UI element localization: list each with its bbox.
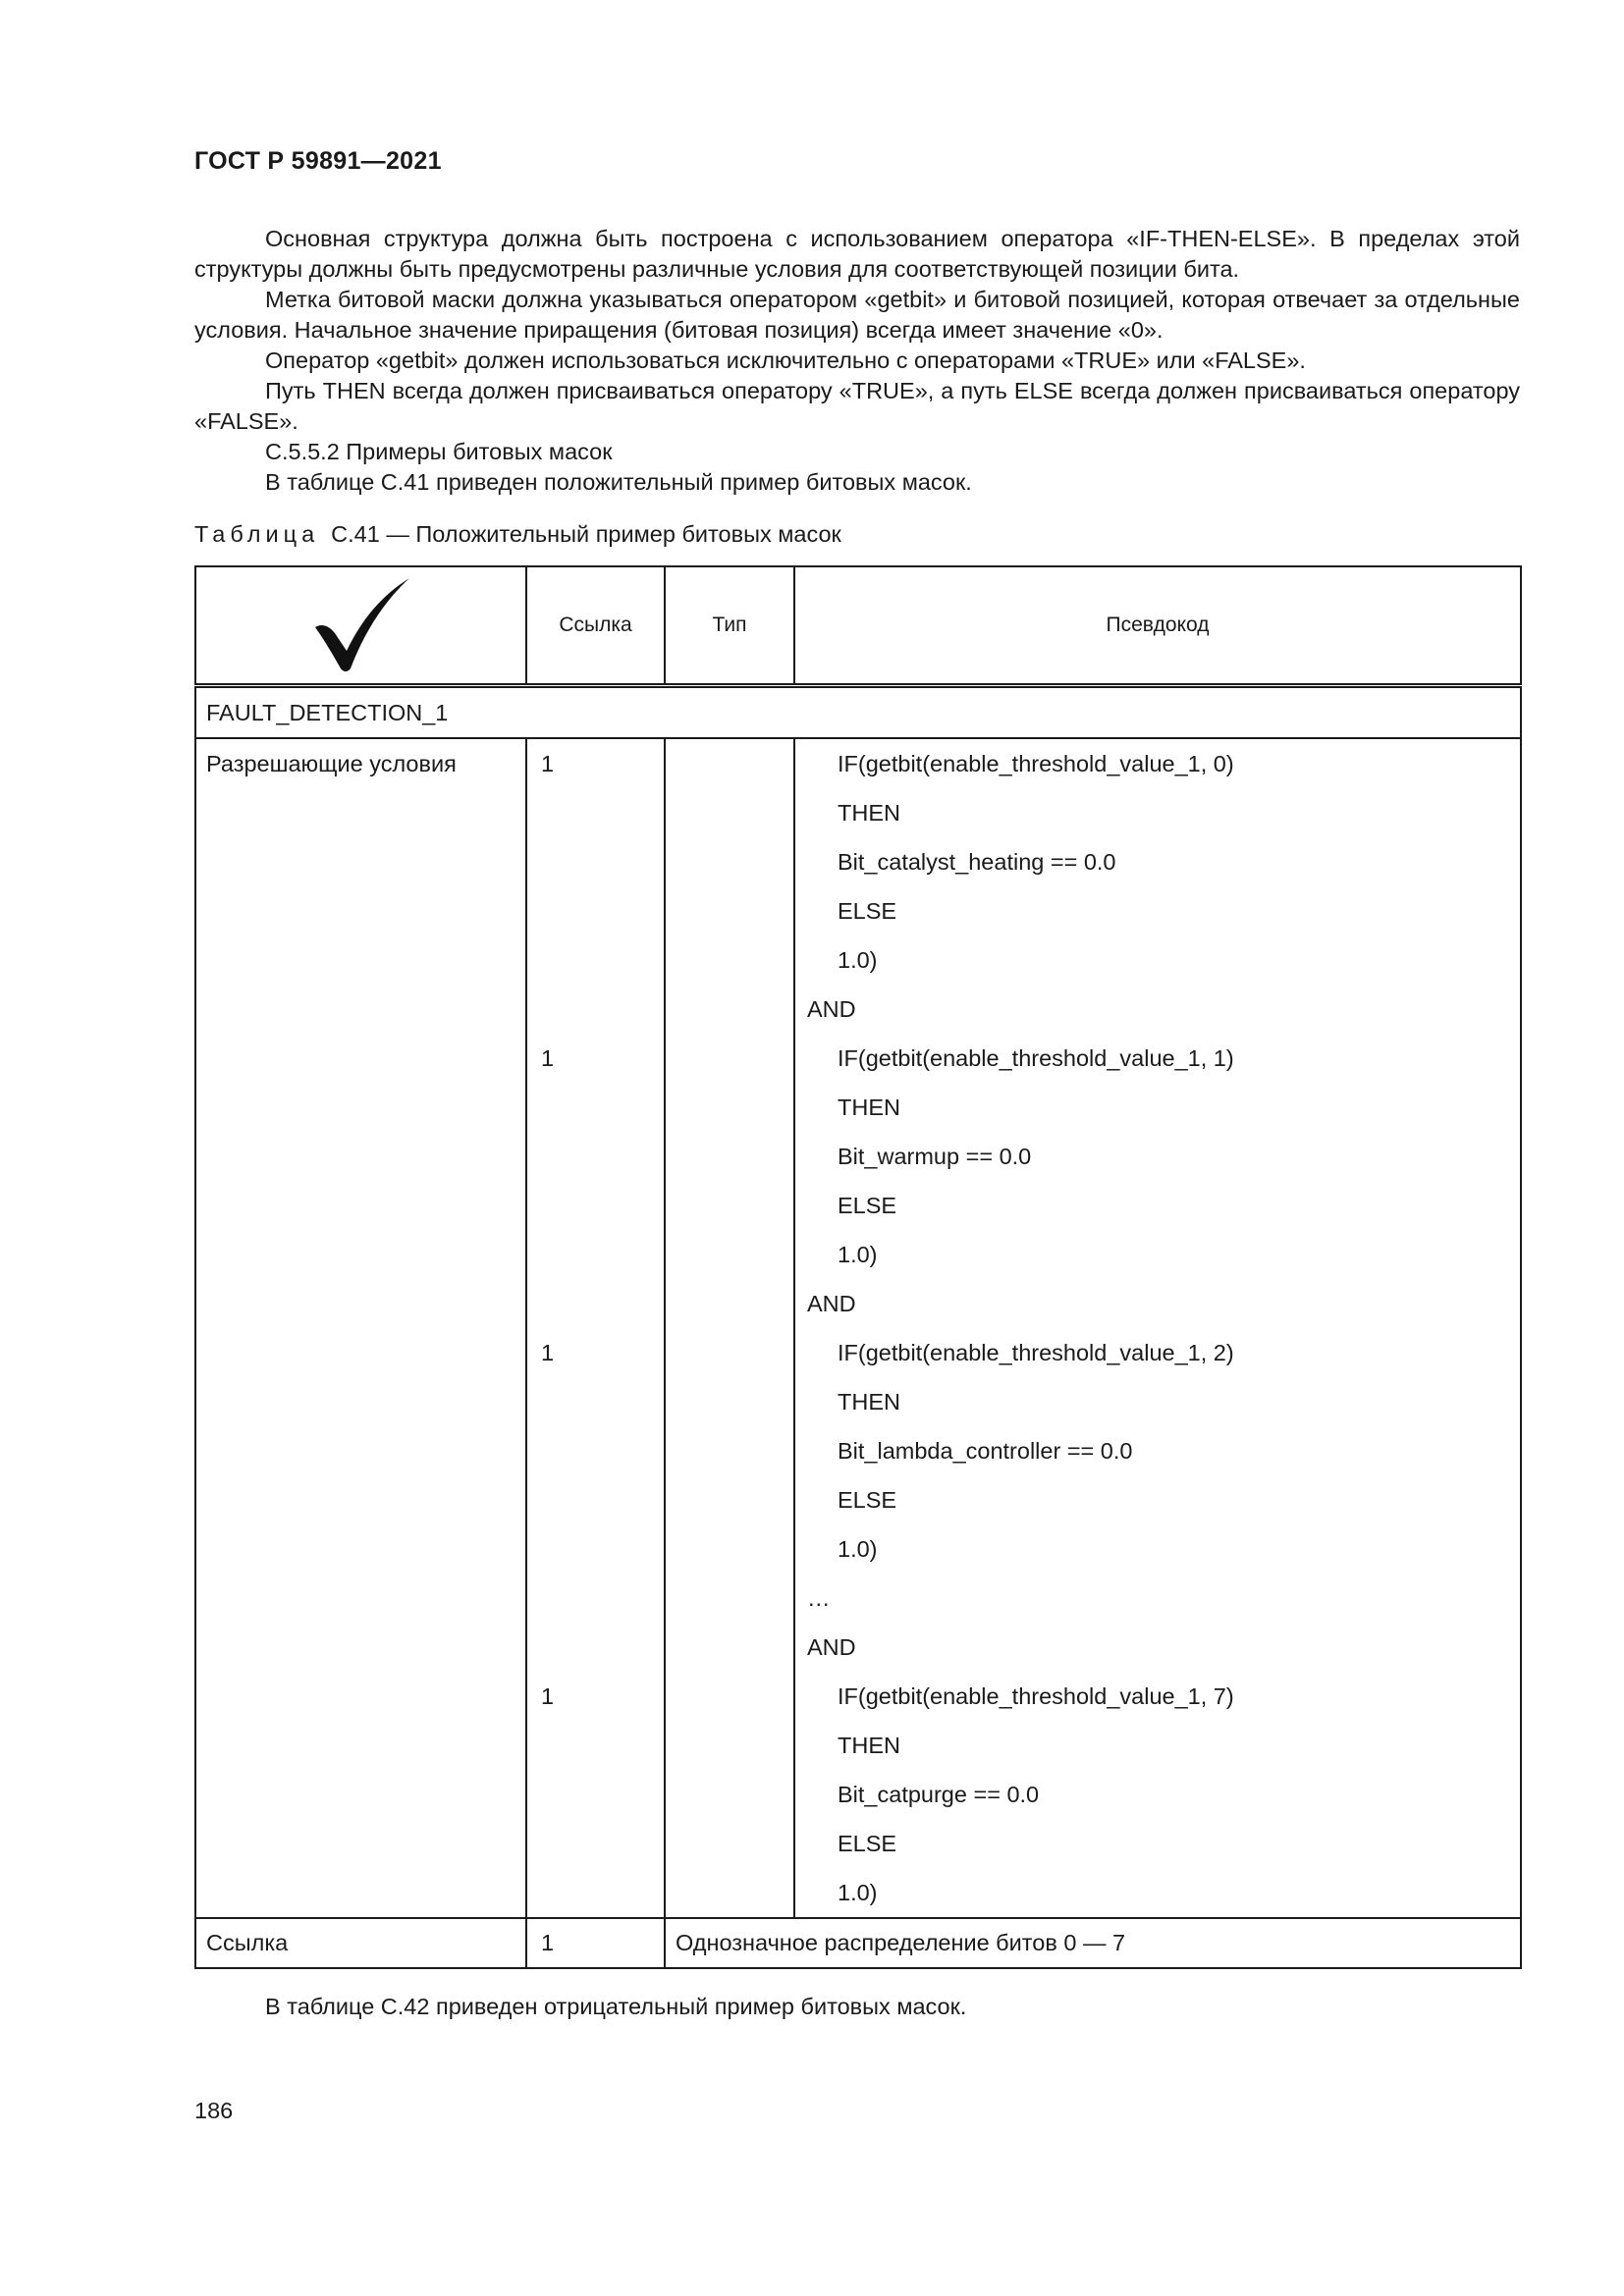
body-text — [194, 224, 1520, 498]
table-row — [195, 1819, 1521, 1868]
ref-cell — [526, 1132, 665, 1181]
condition-label-cell — [195, 1181, 526, 1230]
pseudocode-cell: 1.0) — [794, 935, 1521, 985]
ref-cell — [526, 1819, 665, 1868]
ref-cell — [526, 1426, 665, 1475]
condition-label-cell — [195, 837, 526, 886]
paragraph: Основная структура должна быть построена с использованием оператора «IF-THEN-ELSE». В пределах этой структуры должны быть предусмотрены различные условия для соответствующей позиции бита. — [194, 226, 1520, 282]
header-check-cell — [195, 566, 526, 686]
ref-cell: 1 — [526, 738, 665, 788]
pseudocode-cell: AND — [794, 1623, 1521, 1672]
paragraph: В таблице С.41 приведен положительный пример битовых масок. — [265, 469, 972, 495]
table-row — [195, 1230, 1521, 1279]
table-caption-label: Таблица — [194, 521, 320, 547]
type-cell — [665, 1181, 794, 1230]
header-ref: Ссылка — [526, 566, 665, 686]
type-cell — [665, 1623, 794, 1672]
table-row — [195, 1475, 1521, 1524]
ref-cell — [526, 1623, 665, 1672]
type-cell — [665, 1672, 794, 1721]
subsection-heading: С.5.5.2 Примеры битовых масок — [265, 439, 613, 464]
paragraph: Оператор «getbit» должен использоваться исключительно с операторами «TRUE» или «FALSE». — [265, 347, 1306, 373]
type-cell — [665, 886, 794, 935]
table-row — [195, 837, 1521, 886]
ref-cell: 1 — [526, 1034, 665, 1083]
pseudocode-cell: Bit_lambda_controller == 0.0 — [794, 1426, 1521, 1475]
condition-label-cell — [195, 1426, 526, 1475]
pseudocode-cell: 1.0) — [794, 1524, 1521, 1574]
table-row — [195, 1034, 1521, 1083]
condition-label-cell — [195, 935, 526, 985]
footer-description: Однозначное распределение битов 0 — 7 — [665, 1918, 1521, 1968]
type-cell — [665, 1475, 794, 1524]
type-cell — [665, 1721, 794, 1770]
checkmark-icon — [307, 576, 415, 674]
condition-label-cell — [195, 886, 526, 935]
type-cell — [665, 1524, 794, 1574]
condition-label-cell — [195, 1377, 526, 1426]
type-cell — [665, 1034, 794, 1083]
ref-cell — [526, 1868, 665, 1918]
pseudocode-cell: 1.0) — [794, 1230, 1521, 1279]
condition-label-cell — [195, 1721, 526, 1770]
document-header: ГОСТ Р 59891—2021 — [194, 147, 442, 175]
type-cell — [665, 985, 794, 1034]
condition-label-cell — [195, 1868, 526, 1918]
table-row — [195, 1574, 1521, 1623]
table-caption — [194, 521, 841, 548]
type-cell — [665, 1083, 794, 1132]
ref-cell — [526, 1230, 665, 1279]
table-row — [195, 1868, 1521, 1918]
condition-label-cell — [195, 1770, 526, 1819]
header-pseudocode: Псевдокод — [794, 566, 1521, 686]
condition-label-cell — [195, 1132, 526, 1181]
type-cell — [665, 1770, 794, 1819]
condition-label-cell — [195, 1230, 526, 1279]
after-paragraph: В таблице С.42 приведен отрицательный пример битовых масок. — [265, 1994, 967, 2019]
page-number: 186 — [194, 2098, 234, 2123]
ref-cell — [526, 1574, 665, 1623]
condition-label-cell — [195, 1034, 526, 1083]
table-row — [195, 1132, 1521, 1181]
type-cell — [665, 738, 794, 788]
pseudocode-cell: AND — [794, 1279, 1521, 1328]
ref-cell — [526, 935, 665, 985]
table-row — [195, 886, 1521, 935]
table-row — [195, 738, 1521, 788]
paragraph: Метка битовой маски должна указываться оператором «getbit» и битовой позицией, которая отвечает за отдельные условия. Начальное значение приращения (битовая позиция) всегда имеет значение «0». — [194, 287, 1520, 343]
table-header-row — [195, 566, 1521, 686]
table-row — [195, 1328, 1521, 1377]
ref-cell — [526, 837, 665, 886]
table-row — [195, 985, 1521, 1034]
condition-label-cell — [195, 1083, 526, 1132]
pseudocode-cell: THEN — [794, 788, 1521, 837]
type-cell — [665, 1377, 794, 1426]
pseudocode-cell: THEN — [794, 1377, 1521, 1426]
section-label: FAULT_DETECTION_1 — [195, 686, 1521, 739]
table-row — [195, 1524, 1521, 1574]
ref-cell — [526, 1475, 665, 1524]
pseudocode-cell: ELSE — [794, 1181, 1521, 1230]
condition-label-cell — [195, 1574, 526, 1623]
pseudocode-cell: IF(getbit(enable_threshold_value_1, 2) — [794, 1328, 1521, 1377]
table-row — [195, 1426, 1521, 1475]
condition-label-cell — [195, 1279, 526, 1328]
type-cell — [665, 1819, 794, 1868]
table-row — [195, 1083, 1521, 1132]
type-cell — [665, 1132, 794, 1181]
table-row — [195, 1377, 1521, 1426]
table-row — [195, 1721, 1521, 1770]
ref-cell — [526, 1181, 665, 1230]
ref-cell: 1 — [526, 1672, 665, 1721]
pseudocode-cell: ELSE — [794, 886, 1521, 935]
table-row — [195, 788, 1521, 837]
ref-cell — [526, 788, 665, 837]
condition-label-cell — [195, 1475, 526, 1524]
footer-label: Ссылка — [195, 1918, 526, 1968]
ref-cell — [526, 1083, 665, 1132]
pseudocode-cell: AND — [794, 985, 1521, 1034]
table-row — [195, 1672, 1521, 1721]
type-cell — [665, 1230, 794, 1279]
ref-cell — [526, 886, 665, 935]
section-row — [195, 686, 1521, 739]
condition-label-cell — [195, 788, 526, 837]
condition-label-cell — [195, 1524, 526, 1574]
pseudocode-cell: ELSE — [794, 1475, 1521, 1524]
pseudocode-cell: Bit_catalyst_heating == 0.0 — [794, 837, 1521, 886]
paragraph: Путь THEN всегда должен присваиваться оператору «TRUE», а путь ELSE всегда должен присваиваться оператору «FALSE». — [194, 378, 1520, 434]
ref-cell — [526, 1377, 665, 1426]
ref-cell — [526, 985, 665, 1034]
table-row — [195, 935, 1521, 985]
header-type: Тип — [665, 566, 794, 686]
type-cell — [665, 1279, 794, 1328]
ref-cell — [526, 1279, 665, 1328]
type-cell — [665, 935, 794, 985]
type-cell — [665, 1574, 794, 1623]
table-row — [195, 1181, 1521, 1230]
type-cell — [665, 788, 794, 837]
pseudocode-cell: IF(getbit(enable_threshold_value_1, 7) — [794, 1672, 1521, 1721]
type-cell — [665, 1868, 794, 1918]
pseudocode-cell: THEN — [794, 1721, 1521, 1770]
pseudocode-cell: THEN — [794, 1083, 1521, 1132]
pseudocode-cell: … — [794, 1574, 1521, 1623]
condition-label-cell — [195, 1328, 526, 1377]
ref-cell — [526, 1770, 665, 1819]
table-row — [195, 1279, 1521, 1328]
condition-label-cell: Разрешающие условия — [195, 738, 526, 788]
type-cell — [665, 1426, 794, 1475]
table-row — [195, 1770, 1521, 1819]
pseudocode-cell: ELSE — [794, 1819, 1521, 1868]
pseudocode-cell: Bit_catpurge == 0.0 — [794, 1770, 1521, 1819]
condition-label-cell — [195, 985, 526, 1034]
condition-label-cell — [195, 1672, 526, 1721]
ref-cell — [526, 1524, 665, 1574]
pseudocode-cell: 1.0) — [794, 1868, 1521, 1918]
table-caption-text: С.41 — Положительный пример битовых масок — [331, 521, 841, 547]
type-cell — [665, 837, 794, 886]
ref-cell: 1 — [526, 1328, 665, 1377]
pseudocode-cell: IF(getbit(enable_threshold_value_1, 1) — [794, 1034, 1521, 1083]
footer-ref: 1 — [526, 1918, 665, 1968]
condition-label-cell — [195, 1819, 526, 1868]
bitmask-table — [194, 565, 1522, 1969]
table-row — [195, 1623, 1521, 1672]
pseudocode-cell: IF(getbit(enable_threshold_value_1, 0) — [794, 738, 1521, 788]
pseudocode-cell: Bit_warmup == 0.0 — [794, 1132, 1521, 1181]
ref-cell — [526, 1721, 665, 1770]
condition-label-cell — [195, 1623, 526, 1672]
table-footer-row — [195, 1918, 1521, 1968]
type-cell — [665, 1328, 794, 1377]
